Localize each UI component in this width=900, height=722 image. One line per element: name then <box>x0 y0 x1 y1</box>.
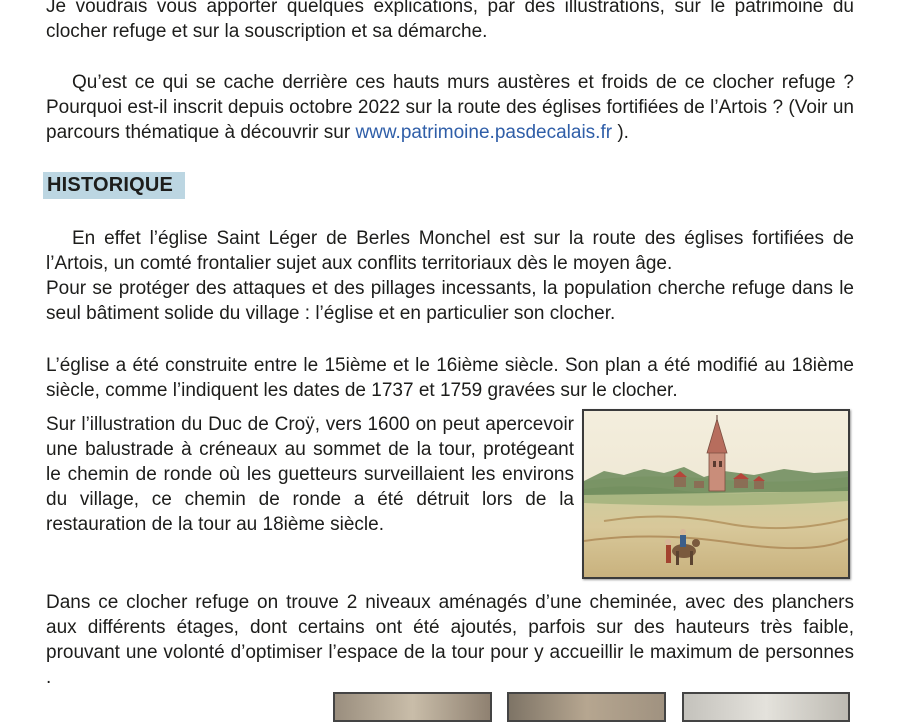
paragraph-construction: L’église a été construite entre le 15ième et le 16ième siècle. Son plan a été modifié au 18ième siècle, comme l’indiquent les dates de 1737 et 1759 gravées sur le clocher. <box>46 355 854 401</box>
paragraph-cheminee: Dans ce clocher refuge on trouve 2 niveaux aménagés d’une cheminée, avec des planchers aux différents étages, dont certains ont été ajoutés, parfois sur des hauteurs très faible, prouvant une volonté d’optimiser l’espace de la tour pour y accueillir le maximum de personnes . <box>46 592 854 688</box>
paragraph-duc-de-croy: Sur l’illustration du Duc de Croÿ, vers 1600 on peut apercevoir une balustrade à créneaux au sommet de la tour, protégeant le chemin de ronde où les guetteurs surveillaient les environs du village, ce chemin de ronde a été détruit lors de la restauration de la tour au 18ième siècle. <box>46 414 574 535</box>
interior-photo-3 <box>682 692 850 722</box>
interior-photo-2 <box>507 692 666 722</box>
question-end: ). <box>612 122 629 143</box>
village-landscape-drawing <box>584 411 848 577</box>
question-paragraph <box>46 70 854 145</box>
question-text: Qu’est ce qui se cache derrière ces hauts murs austères et froids de ce clocher refuge ? Pourquoi est-il inscrit depuis octobre 2022 sur la route des églises fortifiées de l’Artois ? (Voir un parcours thématique à découvrir sur <box>46 72 854 143</box>
paragraph-refuge: Pour se protéger des attaques et des pillages incessants, la population cherche refuge dans le seul bâtiment solide du village : l’église et en particulier son clocher. <box>46 278 854 324</box>
patrimoine-link[interactable]: www.patrimoine.pasdecalais.fr <box>355 122 613 143</box>
intro-text: Je voudrais vous apporter quelques explications, par des illustrations, sur le patrimoine du clocher refuge et sur la souscription et sa démarche. <box>46 0 854 42</box>
interior-photo-1 <box>333 692 492 722</box>
duc-de-croy-illustration <box>582 409 850 579</box>
intro-paragraph <box>46 0 854 44</box>
paragraph-artois: En effet l’église Saint Léger de Berles Monchel est sur la route des églises fortifiées de l’Artois, un comté frontalier sujet aux conflits territoriaux dès le moyen âge. <box>46 228 854 274</box>
section-heading-historique: HISTORIQUE <box>43 172 185 199</box>
